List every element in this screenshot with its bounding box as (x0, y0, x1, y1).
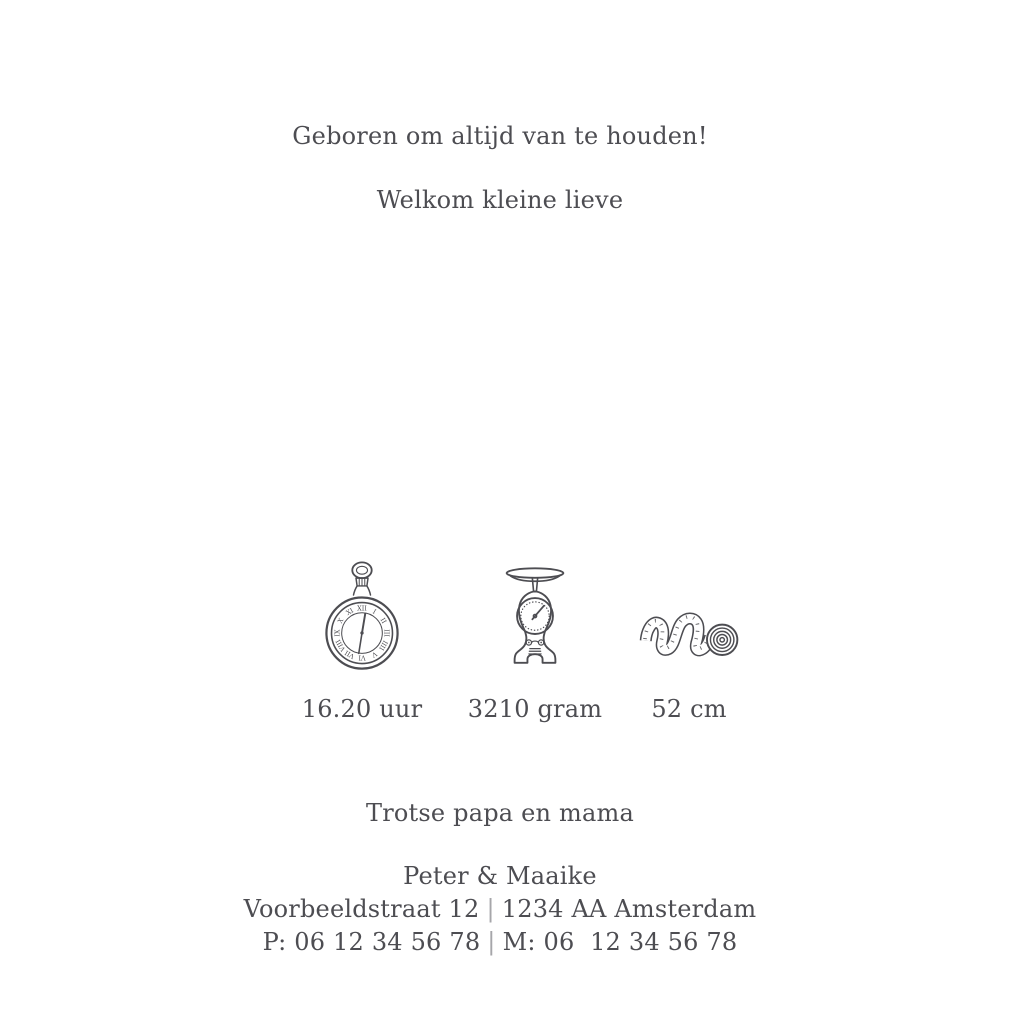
scale-scroll-bridge (532, 641, 539, 642)
address-line (0, 893, 1000, 926)
watch-numeral: IIII (377, 638, 390, 652)
stat-value-weight: 3210 gram (467, 695, 603, 723)
watch-numeral: XII (357, 604, 367, 613)
phone-mama: M: 06 12 34 56 78 (502, 928, 738, 956)
separator-bar: | (487, 928, 496, 956)
watch-numeral: IX (333, 629, 342, 637)
watch-numeral: II (378, 616, 389, 625)
watch-hour-hand (359, 633, 362, 653)
phone-papa: P: 06 12 34 56 78 (262, 928, 481, 956)
kitchen-scale-icon (499, 566, 571, 668)
tape-roll (707, 625, 737, 655)
watch-numeral: III (382, 629, 391, 637)
watch-shoulders (354, 586, 371, 595)
watch-numeral: VIII (334, 638, 348, 653)
watch-numeral: VI (358, 653, 366, 662)
stat-birth-length (579, 550, 799, 724)
stat-weight-icon-wrap (499, 550, 571, 670)
watch-bow-inner (356, 566, 367, 574)
scale-scroll-right-dot (540, 642, 542, 644)
footer-intro: Trotse papa en mama (366, 799, 634, 827)
pocket-watch-icon (324, 561, 400, 670)
stat-time-icon-wrap (324, 550, 400, 670)
street-address: Voorbeeldstraat 12 (243, 895, 480, 923)
watch-numeral: XI (344, 606, 355, 617)
watch-crown-ribs (359, 579, 365, 586)
card-greeting: Geboren om altijd van te houden! (292, 122, 708, 150)
phone-line (0, 926, 1000, 959)
stat-value-length: 52 cm (651, 695, 727, 723)
scale-plate (507, 568, 564, 577)
watch-numeral: V (370, 649, 379, 659)
watch-pivot (360, 631, 363, 634)
watch-bow (352, 562, 371, 578)
parent-names: Peter & Maaike (403, 862, 597, 890)
watch-numeral: I (371, 607, 378, 616)
stat-length-icon-wrap (639, 550, 739, 670)
stat-value-time: 16.20 uur (301, 695, 423, 723)
watch-numeral: X (336, 616, 346, 625)
footer-contact-block (0, 860, 1000, 959)
postal-city: 1234 AA Amsterdam (501, 895, 757, 923)
card-welcome: Welkom kleine lieve (376, 186, 624, 214)
scale-stem (532, 578, 537, 591)
separator-bar: | (486, 895, 495, 923)
scale-base-slats (529, 649, 541, 654)
watch-minute-hand (362, 614, 365, 633)
scale-scroll-left-dot (528, 642, 530, 644)
measuring-tape-icon (639, 608, 739, 662)
watch-numeral: VII (343, 648, 356, 661)
